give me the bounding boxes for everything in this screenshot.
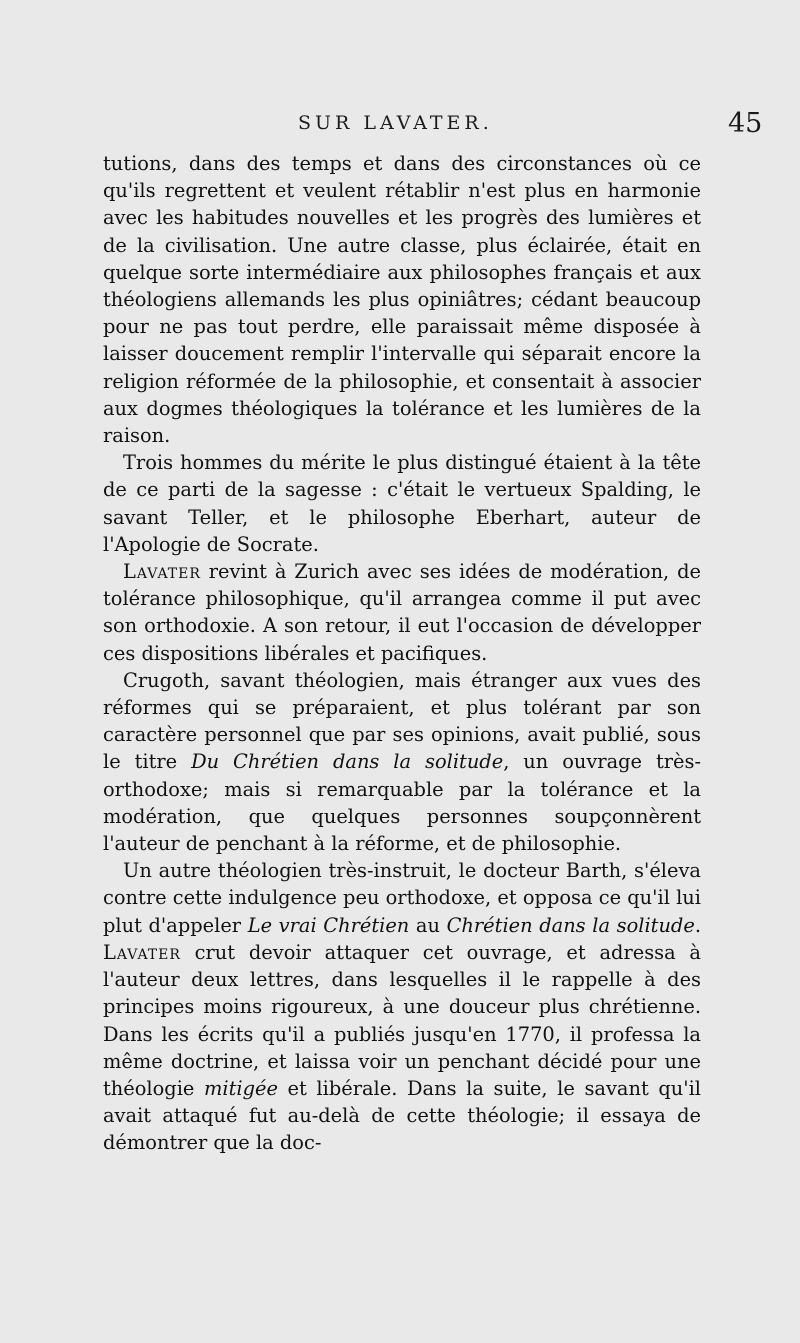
paragraph-4-text-b: , un ouvrage très-orthodoxe; mais si remarquable par la tolérance et la modération, que quelques personnes soupçonnèrent l'auteur de penchant à la réforme, et de philosophie. — [103, 750, 701, 856]
body-text — [103, 150, 701, 1157]
paragraph-5-text-a: Un autre théologien très-instruit, le docteur Barth, s'éleva contre cette indulgence peu orthodoxe, et opposa ce qu'il lui plut d'appeler — [103, 859, 701, 937]
paragraph-1 — [103, 150, 701, 449]
author-name: Lavater — [123, 560, 201, 584]
page-number: 45 — [728, 108, 763, 139]
author-name: Lavater — [103, 940, 181, 964]
paragraph-1-text: tutions, dans des temps et dans des circonstances où ce qu'ils regrettent et veulent rétablir n'est plus en harmonie avec les habitudes nouvelles et les progrès des lumières et de la civilisation. Une autre classe, plus éclairée, était en quelque sorte intermédiaire aux philosophes français et aux théologiens allemands les plus opiniâtres; cédant beaucoup pour ne pas tout perdre, elle paraissait même disposée à laisser doucement remplir l'intervalle qui séparait encore la religion réformée de la philosophie, et consentait à associer aux dogmes théologiques la tolérance et les lumières de la raison. — [103, 152, 701, 448]
paragraph-3-text: revint à Zurich avec ses idées de modération, de tolérance philosophique, qu'il arrangea comme il put avec son orthodoxie. A son retour, il eut l'occasion de développer ces dispositions libérales et pacifiques. — [103, 560, 701, 665]
book-title: Chrétien dans la solitude — [446, 913, 695, 937]
paragraph-2 — [103, 449, 701, 558]
paragraph-5-text-e: et libérale. Dans la suite, le savant qu'il avait attaqué fut au-delà de cette théologie; il essaya de démontrer que la doc- — [103, 1076, 701, 1155]
paragraph-5-text-d: crut devoir attaquer cet ouvrage, et adressa à l'auteur deux lettres, dans lesquelles il le rappelle à des principes moins rigoureux, à une douceur plus chrétienne. Dans les écrits qu'il a publiés jusqu'en 1770, il professa la même doctrine, et laissa voir un penchant décidé pour une théologie — [103, 940, 701, 1100]
paragraph-4-text-a: Crugoth, savant théologien, mais étranger aux vues des réformes qui se préparaient, et plus tolérant par son caractère personnel que par ses opinions, avait publié, sous le titre — [103, 668, 701, 774]
book-title: Du Chrétien dans la solitude — [191, 750, 504, 774]
page-header — [0, 108, 800, 144]
paragraph-5-text-c: . — [694, 913, 701, 937]
emphasis-word: mitigée — [204, 1076, 278, 1100]
running-title: SUR LAVATER. — [298, 112, 493, 134]
paragraph-4 — [103, 667, 701, 857]
paragraph-3 — [103, 558, 701, 667]
paragraph-5 — [103, 857, 701, 1156]
paragraph-5-text-b: au — [409, 913, 447, 937]
book-title: Le vrai Chrétien — [247, 913, 410, 937]
paragraph-2-text: Trois hommes du mérite le plus distingué étaient à la tête de ce parti de la sagesse : c'était le vertueux Spalding, le savant Teller, et le philosophe Eberhart, auteur de l'Apologie de Socrate. — [103, 451, 701, 556]
